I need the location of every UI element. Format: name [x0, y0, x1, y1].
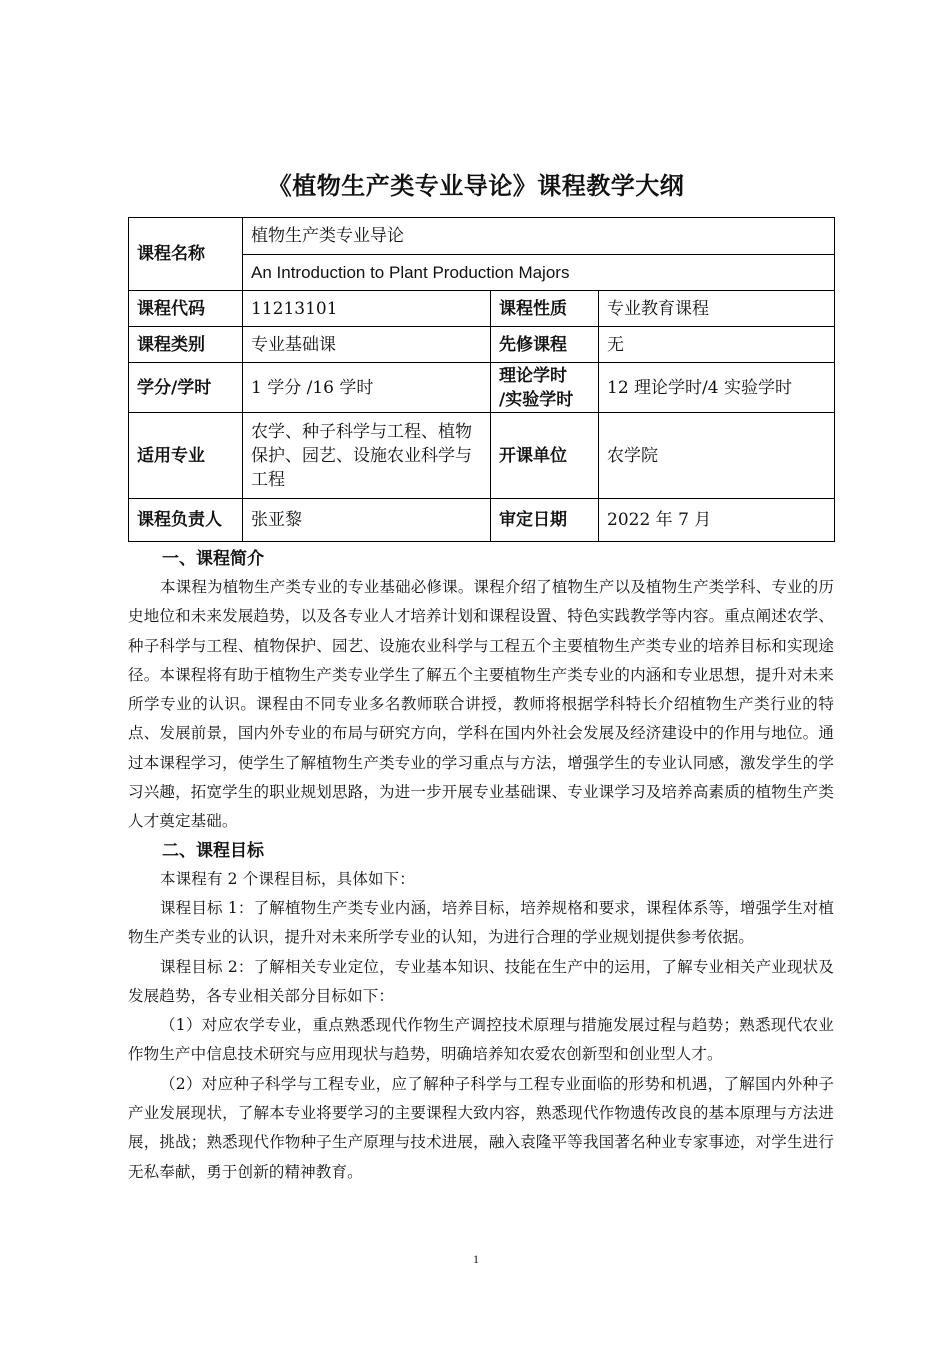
page-number: 1	[473, 1252, 479, 1266]
goals-intro-paragraph: 本课程有 2 个课程目标，具体如下：	[160, 869, 415, 888]
course-content	[128, 545, 834, 1187]
prerequisite-value: 无	[599, 327, 835, 363]
course-nature-label: 课程性质	[491, 291, 599, 327]
approval-date-label: 审定日期	[491, 499, 599, 542]
goal-2-paragraph: 课程目标 2：了解相关专业定位，专业基本知识、技能在生产中的运用，了解专业相关产业现状及发展趋势，各专业相关部分目标如下：	[128, 957, 834, 1005]
goal-item-1-paragraph: （1）对应农学专业，重点熟悉现代作物生产调控技术原理与措施发展过程与趋势；熟悉现代农业作物生产中信息技术研究与应用现状与趋势，明确培养知农爱农创新型和创业型人才。	[128, 1016, 834, 1064]
theory-hours-label: 理论学时	[499, 365, 567, 386]
applicable-majors-label: 适用专业	[129, 413, 243, 499]
theory-lab-hours-value: 12 理论学时/4 实验学时	[599, 363, 835, 413]
goal-1-paragraph: 课程目标 1：了解植物生产类专业内涵，培养目标，培养规格和要求，课程体系等，增强学生对植物生产类专业的认识，提升对未来所学专业的认知，为进行合理的学业规划提供参考依据。	[128, 898, 834, 947]
section-heading-intro: 一、课程简介	[162, 549, 264, 569]
course-name-en: An Introduction to Plant Production Majors	[243, 255, 835, 291]
course-info-table	[128, 217, 835, 542]
approval-date-value: 2022 年 7 月	[599, 499, 835, 542]
theory-lab-hours-label	[491, 363, 599, 413]
course-leader-value: 张亚黎	[243, 499, 491, 542]
page-title: 《植物生产类专业导论》课程教学大纲	[267, 172, 685, 200]
lab-hours-label: /实验学时	[499, 389, 574, 410]
prerequisite-label: 先修课程	[491, 327, 599, 363]
course-category-label: 课程类别	[129, 327, 243, 363]
section-heading-goals: 二、课程目标	[162, 840, 264, 861]
applicable-majors-value: 农学、种子科学与工程、植物保护、园艺、设施农业科学与工程	[243, 413, 491, 499]
credit-hours-label: 学分/学时	[129, 363, 243, 413]
course-category-value: 专业基础课	[243, 327, 491, 363]
goal-item-2-paragraph: （2）对应种子科学与工程专业，应了解种子科学与工程专业面临的形势和机遇，了解国内外种子产业发展现状，了解本专业将要学习的主要课程大致内容，熟悉现代作物遗传改良的基本原理与方法进展，挑战；熟悉现代作物种子生产原理与技术进展，融入袁隆平等我国著名种业专家事迹，对学生进行无私奉献，勇于创新的精神教育。	[128, 1074, 834, 1181]
course-name-label: 课程名称	[129, 218, 243, 291]
course-name-cn: 植物生产类专业导论	[243, 218, 835, 255]
course-leader-label: 课程负责人	[129, 499, 243, 542]
credit-hours-value: 1 学分 /16 学时	[243, 363, 491, 413]
offering-unit-value: 农学院	[599, 413, 835, 499]
course-nature-value: 专业教育课程	[599, 291, 835, 327]
course-code-value: 11213101	[243, 291, 491, 327]
course-code-label: 课程代码	[129, 291, 243, 327]
intro-paragraph: 本课程为植物生产类专业的专业基础必修课。课程介绍了植物生产以及植物生产类学科、专业的历史地位和未来发展趋势，以及各专业人才培养计划和课程设置、特色实践教学等内容。重点阐述农学、种子科学与工程、植物保护、园艺、设施农业科学与工程五个主要植物生产类专业的培养目标和实现途径。本课程将有助于植物生产类专业学生了解五个主要植物生产类专业的内涵和专业思想，提升对未来所学专业的认识。课程由不同专业多名教师联合讲授，教师将根据学科特长介绍植物生产类行业的特点、发展前景，国内外专业的布局与研究方向，学科在国内外社会发展及经济建设中的作用与地位。通过本课程学习，使学生了解植物生产类专业的学习重点与方法，增强学生的专业认同感，激发学生的学习兴趣，拓宽学生的职业规划思路，为进一步开展专业基础课、专业课学习及培养高素质的植物生产类人才奠定基础。	[128, 578, 834, 831]
offering-unit-label: 开课单位	[491, 413, 599, 499]
